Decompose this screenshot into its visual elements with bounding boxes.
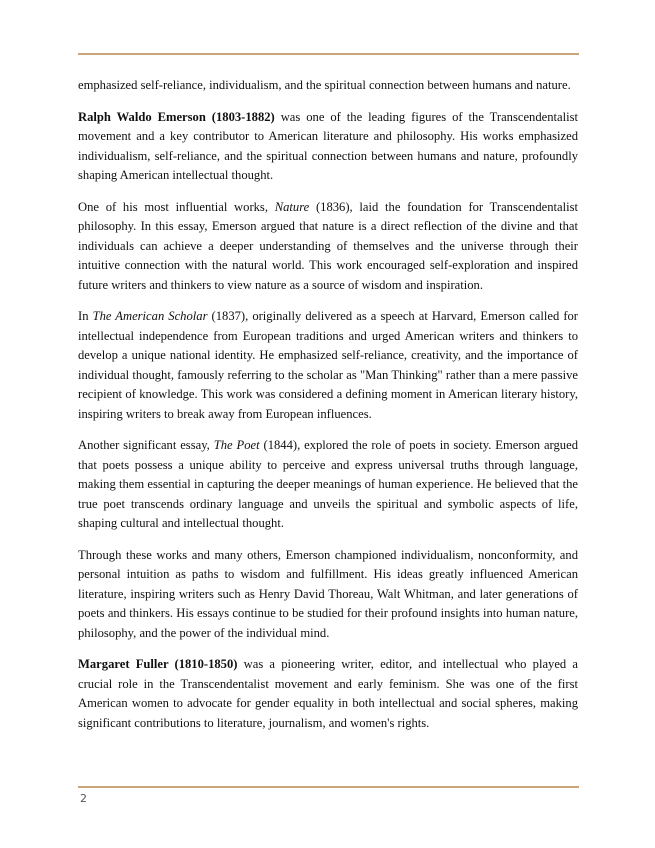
paragraph	[78, 108, 578, 186]
paragraph	[78, 546, 578, 644]
paragraph-text: Another significant essay,	[78, 438, 214, 452]
paragraph	[78, 198, 578, 296]
work-title: Nature	[274, 199, 310, 214]
paragraph-text: was a pioneering writer, editor, and intellectual who played a crucial role in the Transcendentalist movement and early feminism. She was one of the first American women to advocate for gender equality in both intellectual and social spheres, making significant contributions to literature, journalism, and women's rights.	[78, 657, 578, 730]
document-body	[78, 76, 578, 745]
paragraph-text: was one of the leading figures of the Transcendentalist movement and a key contributor to American literature and philosophy. His works emphasized individualism, self-reliance, and the spiritual connection between humans and nature, profoundly shaping American intellectual thought.	[78, 109, 579, 182]
paragraph-text: Through these works and many others, Emerson championed individualism, nonconformity, and personal intuition as paths to wisdom and fulfillment. His ideas greatly influenced American literature, inspiring writers such as Henry David Thoreau, Walt Whitman, and later generations of poets and thinkers. His essays continue to be studied for their profound insights into human nature, philosophy, and the power of the individual mind.	[78, 547, 578, 640]
paragraph	[78, 307, 578, 424]
footer-rule	[78, 786, 579, 788]
paragraph	[78, 76, 578, 96]
paragraph	[78, 436, 578, 534]
header-rule	[78, 53, 579, 55]
paragraph-text: (1836), laid the foundation for Transcendentalist philosophy. In this essay, Emerson argued that nature is a direct reflection of the divine and that individuals can achieve a deeper understanding of themselves and the universe through their intuitive connection with the natural world. This work encouraged self-exploration and inspired future writers and thinkers to view nature as a source of wisdom and inspiration.	[78, 199, 578, 292]
paragraph-text: One of his most influential works,	[78, 199, 275, 214]
paragraph-text: (1837), originally delivered as a speech at Harvard, Emerson called for intellectual independence from European traditions and urged American writers and thinkers to develop a unique national identity. He emphasized self-reliance, creativity, and the importance of individual thought, famously referring to the scholar as "Man Thinking" rather than a mere passive recipient of knowledge. This work was considered a defining moment in American literary history, inspiring writers to break away from European influences.	[78, 309, 579, 421]
paragraph-text: (1844), explored the role of poets in society. Emerson argued that poets possess a unique ability to perceive and express universal truths through language, making them essential in capturing the deeper meanings of human experience. He believed that the true poet transcends ordinary language and unveils the spiritual and symbolic aspects of life, shaping cultural and intellectual thought.	[78, 438, 578, 530]
work-title: The Poet	[213, 438, 260, 452]
paragraph-text: In	[78, 309, 93, 323]
page-number: 2	[80, 792, 87, 805]
bold-heading-text: Margaret Fuller (1810-1850)	[78, 657, 238, 671]
paragraph-text: emphasized self-reliance, individualism, and the spiritual connection between humans and nature.	[78, 78, 571, 92]
work-title: The American Scholar	[92, 309, 208, 323]
bold-heading-text: Ralph Waldo Emerson (1803-1882)	[78, 109, 275, 124]
paragraph	[78, 655, 578, 733]
